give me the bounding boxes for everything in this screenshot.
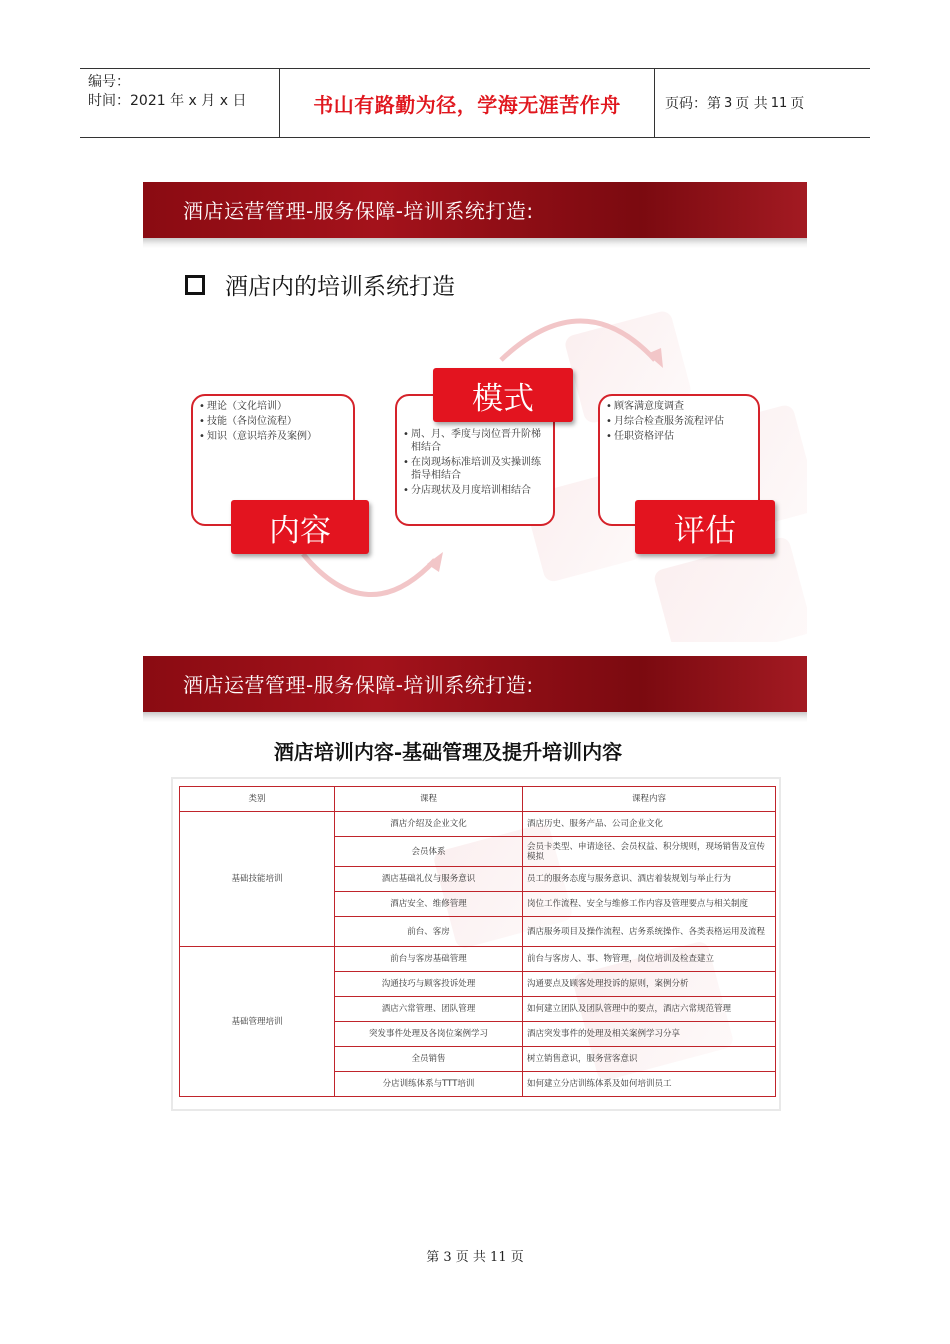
page-header xyxy=(80,68,870,138)
content-list xyxy=(193,396,353,443)
content-cell: 如何建立分店训练体系及如何培训员工 xyxy=(523,1072,776,1097)
list-item: • 知识（意识培养及案例） xyxy=(197,430,349,443)
category-cell: 基础管理培训 xyxy=(180,947,335,1097)
page-footer: 第 3 页 共 11 页 xyxy=(426,1250,524,1265)
content-cell: 酒店服务项目及操作流程、店务系统操作、各类表格运用及流程 xyxy=(523,917,776,947)
list-item: • 周、月、季度与岗位晋升阶梯相结合 xyxy=(401,428,547,454)
top-arrow-icon xyxy=(501,321,655,360)
table-frame xyxy=(171,777,781,1111)
tag-eval: 评估 xyxy=(635,500,775,554)
tag-content: 内容 xyxy=(231,500,369,554)
content-cell: 酒店突发事件的处理及相关案例学习分享 xyxy=(523,1022,776,1047)
course-cell: 沟通技巧与顾客投诉处理 xyxy=(335,972,523,997)
list-item: • 顾客满意度调查 xyxy=(604,400,754,413)
course-cell: 前台、客房 xyxy=(335,917,523,947)
page-mid: 页 共 xyxy=(735,96,768,112)
course-cell: 酒店介绍及企业文化 xyxy=(335,812,523,837)
list-item: • 技能（各岗位流程） xyxy=(197,415,349,428)
course-cell: 突发事件处理及各岗位案例学习 xyxy=(335,1022,523,1047)
page-total: 11 xyxy=(770,95,788,111)
content-cell: 员工的服务态度与服务意识、酒店着装规划与举止行为 xyxy=(523,867,776,892)
number-label: 编号： xyxy=(88,74,130,90)
col-header-course: 课程 xyxy=(335,787,523,812)
content-cell: 前台与客房人、事、物管理，岗位培训及检查建立 xyxy=(523,947,776,972)
header-page-info xyxy=(655,69,870,137)
slide-heading-text: 酒店内的培训系统打造 xyxy=(225,274,455,300)
content-cell: 沟通要点及顾客处理投诉的原则，案例分析 xyxy=(523,972,776,997)
header-motto: 书山有路勤为径，学海无涯苦作舟 xyxy=(280,69,655,137)
course-cell: 分店训练体系与TTT培训 xyxy=(335,1072,523,1097)
header-meta xyxy=(80,69,280,137)
course-cell: 前台与客房基础管理 xyxy=(335,947,523,972)
slide-heading: 酒店培训内容-基础管理及提升培训内容 xyxy=(273,740,623,764)
content-cell: 如何建立团队及团队管理中的要点，酒店六常规范管理 xyxy=(523,997,776,1022)
list-item: • 分店现状及月度培训相结合 xyxy=(401,484,547,497)
slide-banner: 酒店运营管理-服务保障-培训系统打造: xyxy=(143,182,807,238)
tag-mode: 模式 xyxy=(433,368,573,422)
banner-shadow xyxy=(143,712,807,722)
course-cell: 酒店安全、维修管理 xyxy=(335,892,523,917)
date-label: 时间：2021 年 x 月 x 日 xyxy=(88,93,247,109)
page-current: 3 xyxy=(724,95,733,111)
page-prefix: 页码：第 xyxy=(665,96,721,112)
slide-banner: 酒店运营管理-服务保障-培训系统打造: xyxy=(143,656,807,712)
list-item: • 在岗现场标准培训及实操训练指导相结合 xyxy=(401,456,547,482)
content-cell: 树立销售意识，服务营客意识 xyxy=(523,1047,776,1072)
table-row xyxy=(180,947,776,972)
col-header-content: 课程内容 xyxy=(523,787,776,812)
page-suffix: 页 xyxy=(790,96,805,112)
content-cell: 酒店历史、服务产品、公司企业文化 xyxy=(523,812,776,837)
training-table xyxy=(179,786,776,1097)
table-row xyxy=(180,812,776,837)
list-item: • 月综合检查服务流程评估 xyxy=(604,415,754,428)
content-cell: 岗位工作流程、安全与维修工作内容及管理要点与相关制度 xyxy=(523,892,776,917)
content-cell: 会员卡类型、申请途径、会员权益、积分规则，现场销售及宣传模拟 xyxy=(523,837,776,867)
list-item: • 任职资格评估 xyxy=(604,430,754,443)
course-cell: 酒店六常管理、团队管理 xyxy=(335,997,523,1022)
course-cell: 酒店基础礼仪与服务意识 xyxy=(335,867,523,892)
course-cell: 会员体系 xyxy=(335,837,523,867)
eval-list xyxy=(600,396,758,443)
slide-training-content xyxy=(143,656,807,1114)
category-cell: 基础技能培训 xyxy=(180,812,335,947)
slide-training-system xyxy=(143,182,807,642)
list-item: • 理论（文化培训） xyxy=(197,400,349,413)
col-header-category: 类别 xyxy=(180,787,335,812)
bottom-arrow-icon xyxy=(303,554,435,595)
course-cell: 全员销售 xyxy=(335,1047,523,1072)
